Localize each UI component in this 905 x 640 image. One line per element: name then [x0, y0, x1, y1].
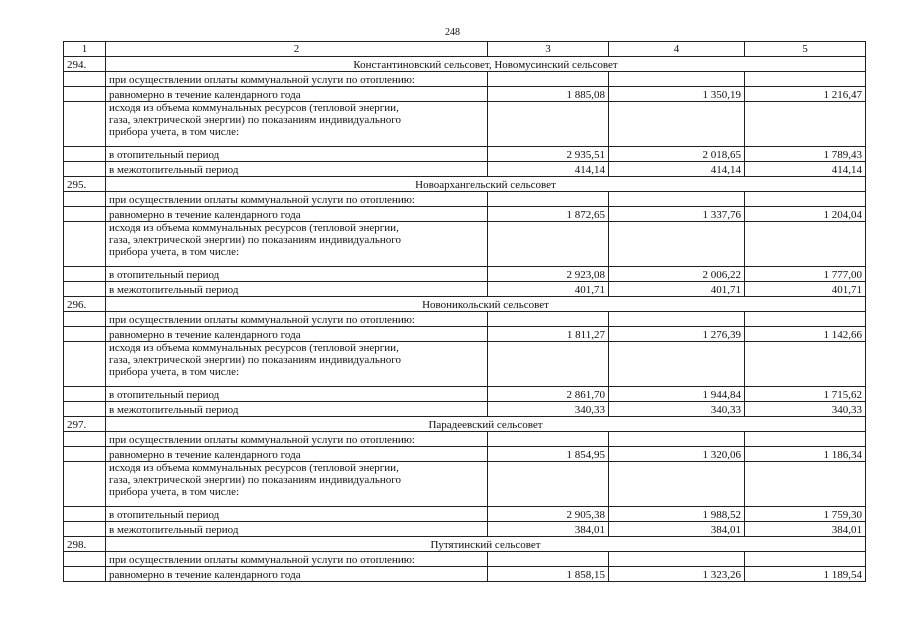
value-cell-col3: 1 872,65 [488, 207, 609, 222]
row-number-cell [64, 102, 106, 147]
row-label [106, 462, 488, 507]
value-cell-col5: 1 715,62 [745, 387, 866, 402]
row-label: в отопительный период [106, 147, 488, 162]
row-number-cell [64, 327, 106, 342]
row-label: при осуществлении оплаты коммунальной услуги по отоплению: [106, 312, 488, 327]
value-cell-col5 [745, 102, 866, 147]
value-cell-col3 [488, 102, 609, 147]
value-cell-col5 [745, 192, 866, 207]
row-number-cell [64, 507, 106, 522]
value-cell-col4 [609, 102, 745, 147]
value-cell-col4: 1 323,26 [609, 567, 745, 582]
value-cell-col5 [745, 312, 866, 327]
table-row [64, 552, 866, 567]
section-number: 298. [64, 537, 106, 552]
table-row [64, 207, 866, 222]
row-label: в отопительный период [106, 507, 488, 522]
section-name: Путятинский сельсовет [106, 537, 866, 552]
value-cell-col5: 1 777,00 [745, 267, 866, 282]
row-number-cell [64, 207, 106, 222]
row-label: в отопительный период [106, 267, 488, 282]
table-row [64, 267, 866, 282]
row-label-line: газа, электрической энергии) по показаниям индивидуального [109, 474, 401, 486]
row-number-cell [64, 72, 106, 87]
section-number: 295. [64, 177, 106, 192]
row-label: равномерно в течение календарного года [106, 207, 488, 222]
row-label-line: исходя из объема коммунальных ресурсов (тепловой энергии, [109, 102, 399, 114]
table-row [64, 147, 866, 162]
table-row [64, 402, 866, 417]
value-cell-col3: 384,01 [488, 522, 609, 537]
section-row [64, 537, 866, 552]
value-cell-col3 [488, 192, 609, 207]
row-number-cell [64, 552, 106, 567]
value-cell-col3 [488, 342, 609, 387]
value-cell-col3: 2 923,08 [488, 267, 609, 282]
row-label-line: прибора учета, в том числе: [109, 486, 240, 498]
row-label-line: исходя из объема коммунальных ресурсов (тепловой энергии, [109, 462, 399, 474]
row-label: в межотопительный период [106, 402, 488, 417]
section-number: 296. [64, 297, 106, 312]
value-cell-col4: 1 320,06 [609, 447, 745, 462]
row-label: при осуществлении оплаты коммунальной услуги по отоплению: [106, 192, 488, 207]
row-label-line: газа, электрической энергии) по показаниям индивидуального [109, 354, 401, 366]
value-cell-col4 [609, 192, 745, 207]
value-cell-col5: 414,14 [745, 162, 866, 177]
row-label: в отопительный период [106, 387, 488, 402]
row-number-cell [64, 567, 106, 582]
row-label: равномерно в течение календарного года [106, 327, 488, 342]
table-row [64, 282, 866, 297]
value-cell-col4 [609, 342, 745, 387]
section-name: Парадеевский сельсовет [106, 417, 866, 432]
row-number-cell [64, 432, 106, 447]
value-cell-col4 [609, 462, 745, 507]
row-number-cell [64, 267, 106, 282]
value-cell-col4: 2 006,22 [609, 267, 745, 282]
value-cell-col3 [488, 312, 609, 327]
table-row [64, 327, 866, 342]
section-name: Константиновский сельсовет, Новомусинский сельсовет [106, 57, 866, 72]
value-cell-col4: 414,14 [609, 162, 745, 177]
section-row [64, 417, 866, 432]
value-cell-col3: 1 854,95 [488, 447, 609, 462]
value-cell-col5: 1 186,34 [745, 447, 866, 462]
row-label: равномерно в течение календарного года [106, 567, 488, 582]
row-label [106, 342, 488, 387]
row-label-line: прибора учета, в том числе: [109, 126, 240, 138]
tariff-table [63, 41, 866, 582]
row-number-cell [64, 222, 106, 267]
section-number: 297. [64, 417, 106, 432]
value-cell-col3 [488, 552, 609, 567]
column-number-2: 2 [106, 42, 488, 57]
value-cell-col3: 1 885,08 [488, 87, 609, 102]
table-row [64, 567, 866, 582]
table-row [64, 462, 866, 507]
section-name: Новоникольский сельсовет [106, 297, 866, 312]
value-cell-col5: 401,71 [745, 282, 866, 297]
row-label: при осуществлении оплаты коммунальной услуги по отоплению: [106, 552, 488, 567]
row-number-cell [64, 162, 106, 177]
value-cell-col3: 414,14 [488, 162, 609, 177]
value-cell-col4: 384,01 [609, 522, 745, 537]
row-label-line: исходя из объема коммунальных ресурсов (тепловой энергии, [109, 342, 399, 354]
row-label-line: прибора учета, в том числе: [109, 366, 240, 378]
section-row [64, 177, 866, 192]
column-number-row [64, 42, 866, 57]
value-cell-col5: 1 759,30 [745, 507, 866, 522]
row-number-cell [64, 342, 106, 387]
row-number-cell [64, 192, 106, 207]
row-number-cell [64, 387, 106, 402]
column-number-4: 4 [609, 42, 745, 57]
value-cell-col5: 1 189,54 [745, 567, 866, 582]
value-cell-col5: 1 204,04 [745, 207, 866, 222]
value-cell-col3 [488, 72, 609, 87]
value-cell-col4: 1 944,84 [609, 387, 745, 402]
value-cell-col5 [745, 222, 866, 267]
value-cell-col3: 2 905,38 [488, 507, 609, 522]
table-row [64, 432, 866, 447]
table-row [64, 507, 866, 522]
value-cell-col4: 1 988,52 [609, 507, 745, 522]
table-row [64, 342, 866, 387]
value-cell-col4: 2 018,65 [609, 147, 745, 162]
row-label: равномерно в течение календарного года [106, 447, 488, 462]
value-cell-col3: 2 935,51 [488, 147, 609, 162]
column-number-1: 1 [64, 42, 106, 57]
row-label: в межотопительный период [106, 162, 488, 177]
value-cell-col5: 340,33 [745, 402, 866, 417]
table-row [64, 222, 866, 267]
column-number-5: 5 [745, 42, 866, 57]
row-label [106, 222, 488, 267]
row-label: в межотопительный период [106, 522, 488, 537]
section-number: 294. [64, 57, 106, 72]
value-cell-col3 [488, 222, 609, 267]
value-cell-col5 [745, 552, 866, 567]
table-row [64, 522, 866, 537]
row-label-line: прибора учета, в том числе: [109, 246, 240, 258]
value-cell-col4 [609, 222, 745, 267]
value-cell-col5 [745, 342, 866, 387]
value-cell-col5 [745, 462, 866, 507]
value-cell-col5: 384,01 [745, 522, 866, 537]
table-row [64, 192, 866, 207]
value-cell-col4: 1 350,19 [609, 87, 745, 102]
section-row [64, 57, 866, 72]
value-cell-col3: 1 811,27 [488, 327, 609, 342]
row-label-line: газа, электрической энергии) по показаниям индивидуального [109, 234, 401, 246]
tariff-table-body [64, 42, 866, 582]
value-cell-col5: 1 789,43 [745, 147, 866, 162]
row-label: равномерно в течение календарного года [106, 87, 488, 102]
value-cell-col3 [488, 462, 609, 507]
value-cell-col5 [745, 432, 866, 447]
row-label: при осуществлении оплаты коммунальной услуги по отоплению: [106, 72, 488, 87]
table-row [64, 102, 866, 147]
row-number-cell [64, 282, 106, 297]
row-label [106, 102, 488, 147]
value-cell-col3: 340,33 [488, 402, 609, 417]
row-label-line: исходя из объема коммунальных ресурсов (тепловой энергии, [109, 222, 399, 234]
row-label: при осуществлении оплаты коммунальной услуги по отоплению: [106, 432, 488, 447]
value-cell-col4: 1 276,39 [609, 327, 745, 342]
value-cell-col4: 1 337,76 [609, 207, 745, 222]
value-cell-col4: 401,71 [609, 282, 745, 297]
section-row [64, 297, 866, 312]
value-cell-col4 [609, 312, 745, 327]
value-cell-col5 [745, 72, 866, 87]
section-name: Новоархангельский сельсовет [106, 177, 866, 192]
value-cell-col3 [488, 432, 609, 447]
row-number-cell [64, 312, 106, 327]
row-number-cell [64, 147, 106, 162]
value-cell-col4 [609, 552, 745, 567]
row-number-cell [64, 462, 106, 507]
row-number-cell [64, 402, 106, 417]
row-number-cell [64, 522, 106, 537]
table-row [64, 447, 866, 462]
value-cell-col5: 1 216,47 [745, 87, 866, 102]
table-row [64, 87, 866, 102]
value-cell-col4 [609, 72, 745, 87]
value-cell-col3: 401,71 [488, 282, 609, 297]
row-number-cell [64, 447, 106, 462]
row-label: в межотопительный период [106, 282, 488, 297]
row-number-cell [64, 87, 106, 102]
value-cell-col3: 1 858,15 [488, 567, 609, 582]
table-row [64, 162, 866, 177]
table-row [64, 72, 866, 87]
table-row [64, 312, 866, 327]
value-cell-col4: 340,33 [609, 402, 745, 417]
value-cell-col4 [609, 432, 745, 447]
row-label-line: газа, электрической энергии) по показаниям индивидуального [109, 114, 401, 126]
table-row [64, 387, 866, 402]
value-cell-col3: 2 861,70 [488, 387, 609, 402]
column-number-3: 3 [488, 42, 609, 57]
page-number: 248 [445, 27, 460, 38]
value-cell-col5: 1 142,66 [745, 327, 866, 342]
